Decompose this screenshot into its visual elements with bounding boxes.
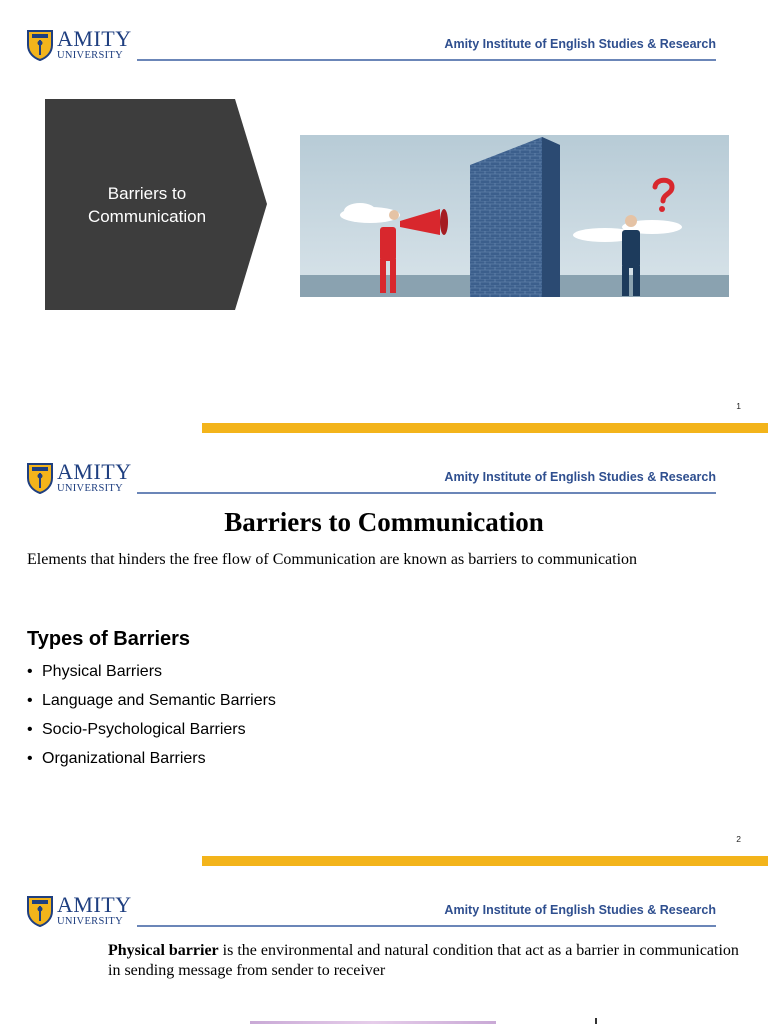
definition-body: is the environmental and natural condition that act as a barrier in communication in sending message from sender to receiver (108, 942, 739, 979)
slide-title (45, 182, 249, 228)
slide-1 (0, 0, 768, 433)
footer-accent-bar (202, 856, 768, 866)
amity-shield-icon (27, 462, 53, 494)
logo-wordmark: AMITY (57, 26, 132, 51)
logo-subtitle: UNIVERSITY (57, 916, 123, 927)
slide-title-line-2: Communication (87, 207, 207, 226)
slide-title-line-1: Barriers to (107, 184, 187, 203)
slide-heading: Barriers to Communication (224, 507, 544, 537)
institute-name: Amity Institute of English Studies & Research (444, 903, 716, 917)
amity-shield-icon (27, 29, 53, 61)
institute-name: Amity Institute of English Studies & Research (444, 470, 716, 484)
bullet-icon: • (27, 750, 33, 767)
list-item (27, 748, 276, 777)
bullet-icon: • (27, 721, 33, 738)
list-item-label: Language and Semantic Barriers (42, 692, 276, 709)
list-item-label: Physical Barriers (42, 663, 163, 680)
slide-3 (0, 866, 768, 1024)
header-divider (137, 492, 716, 494)
bullet-icon: • (27, 663, 33, 680)
amity-shield-icon (27, 895, 53, 927)
institute-name: Amity Institute of English Studies & Research (444, 37, 716, 51)
footer-accent-bar (202, 423, 768, 433)
logo-subtitle: UNIVERSITY (57, 483, 123, 494)
page-number: 1 (736, 401, 741, 411)
header-divider (137, 59, 716, 61)
amity-logo (27, 26, 137, 63)
list-item (27, 719, 276, 748)
bullet-icon: • (27, 692, 33, 709)
list-item (27, 690, 276, 719)
barrier-types-list (27, 661, 276, 777)
amity-logo (27, 459, 137, 496)
logo-wordmark: AMITY (57, 892, 132, 917)
wall-illustration (300, 135, 729, 297)
image-edge-mark (595, 1018, 597, 1024)
logo-wordmark: AMITY (57, 459, 132, 484)
list-item-label: Organizational Barriers (42, 750, 206, 767)
types-heading: Types of Barriers (27, 628, 191, 650)
list-item-label: Socio-Psychological Barriers (42, 721, 246, 738)
logo-subtitle: UNIVERSITY (57, 50, 123, 61)
amity-logo (27, 892, 137, 929)
slide-2 (0, 433, 768, 866)
physical-barrier-definition (108, 941, 748, 981)
intro-paragraph: Elements that hinders the free flow of Communication are known as barriers to communication (27, 551, 638, 568)
list-item (27, 661, 276, 690)
definition-term: Physical barrier (108, 942, 219, 959)
header-divider (137, 925, 716, 927)
page-number: 2 (736, 834, 741, 844)
